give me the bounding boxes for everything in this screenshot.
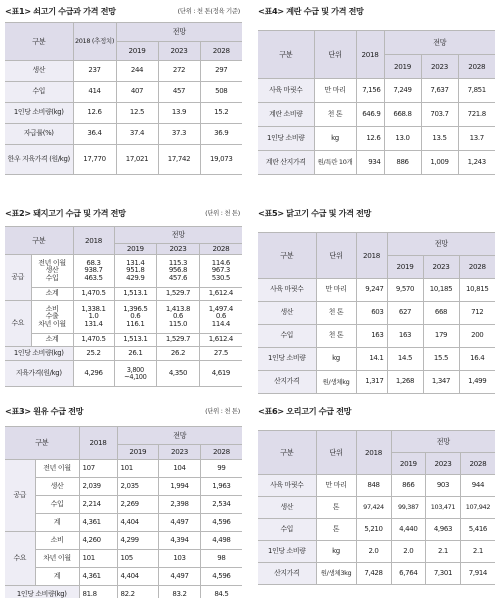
cell: 1,994 bbox=[159, 478, 201, 496]
cell: 297 bbox=[200, 61, 242, 82]
cell: 101 bbox=[79, 550, 117, 568]
cell: 5,416 bbox=[460, 519, 495, 541]
cell: 163 bbox=[387, 325, 423, 348]
table2-panel bbox=[5, 207, 242, 387]
table-row bbox=[5, 478, 242, 496]
row-label: 1인당 소비량(kg) bbox=[5, 586, 79, 598]
header-category: 구분 bbox=[258, 233, 316, 279]
cell: 5,210 bbox=[356, 519, 391, 541]
header-forecast: 전망 bbox=[117, 427, 242, 445]
cell: 103,471 bbox=[426, 497, 461, 519]
table-row bbox=[5, 82, 242, 103]
cell: 1,470.5 bbox=[73, 288, 114, 301]
table1-title: <표1> 쇠고기 수급과 가격 전망 bbox=[5, 6, 116, 16]
cell: 107,942 bbox=[460, 497, 495, 519]
cell: 84.5 bbox=[200, 586, 242, 598]
table-row bbox=[258, 519, 495, 541]
table-row bbox=[258, 348, 495, 371]
cell: 1,470.5 bbox=[73, 334, 114, 347]
cell: 272 bbox=[158, 61, 200, 82]
row-label: 사육 마릿수 bbox=[258, 79, 314, 103]
cell-stack: 131.4 951.8 429.9 bbox=[114, 255, 157, 288]
cell: 101 bbox=[117, 460, 159, 478]
cell: 457 bbox=[158, 82, 200, 103]
cell: 7,249 bbox=[384, 79, 421, 103]
row-label: 수입 bbox=[258, 519, 316, 541]
table5-title: <표5> 닭고기 수급 및 가격 전망 bbox=[258, 208, 372, 218]
cell-stack: 1,497.4 0.6 114.4 bbox=[199, 301, 242, 334]
unit-cell: kg bbox=[314, 127, 356, 151]
cell: 668 bbox=[423, 302, 459, 325]
cell: 4,299 bbox=[117, 532, 159, 550]
unit-cell: 톤 bbox=[316, 519, 356, 541]
cell: 2.1 bbox=[460, 541, 495, 563]
cell: 98 bbox=[200, 550, 242, 568]
row-label: 지육가격(원/kg) bbox=[5, 361, 73, 387]
row-label: 1인당 소비량(kg) bbox=[5, 347, 73, 361]
cell: 866 bbox=[391, 475, 426, 497]
header-year: 2019 bbox=[117, 445, 159, 460]
table6-title: <표6> 오리고기 수급 전망 bbox=[258, 406, 352, 416]
cell: 2.0 bbox=[356, 541, 391, 563]
cell: 9,247 bbox=[356, 279, 387, 302]
cell: 99 bbox=[200, 460, 242, 478]
cell: 82.2 bbox=[117, 586, 159, 598]
table2-unit: (단위 : 천 톤) bbox=[205, 209, 240, 217]
cell: 2.1 bbox=[426, 541, 461, 563]
table-row bbox=[5, 61, 242, 82]
cell: 4,260 bbox=[79, 532, 117, 550]
table-row bbox=[258, 279, 495, 302]
group-label-supply: 공급 bbox=[5, 255, 31, 301]
cell-stack: 1,396.5 0.6 116.1 bbox=[114, 301, 157, 334]
cell: 4,404 bbox=[117, 514, 159, 532]
cell: 1,529.7 bbox=[157, 334, 200, 347]
row-label: 계란 산지가격 bbox=[258, 151, 314, 175]
unit-cell: 원/생체3kg bbox=[316, 563, 356, 585]
cell: 7,637 bbox=[421, 79, 458, 103]
header-year: 2019 bbox=[114, 244, 157, 255]
cell: 26.2 bbox=[157, 347, 200, 361]
cell: 703.7 bbox=[421, 103, 458, 127]
group-label-demand: 수요 bbox=[5, 301, 31, 347]
unit-cell: 천 톤 bbox=[316, 325, 356, 348]
row-label: 소비 bbox=[35, 532, 79, 550]
header-base-year: 2018 bbox=[356, 233, 387, 279]
header-category: 구분 bbox=[258, 431, 316, 475]
subtotal-label: 소계 bbox=[31, 334, 73, 347]
cell: 1,513.1 bbox=[114, 334, 157, 347]
table-row bbox=[5, 496, 242, 514]
unit-cell: 원/특란 10개 bbox=[314, 151, 356, 175]
header-year: 2023 bbox=[159, 445, 201, 460]
table-row bbox=[5, 255, 242, 288]
row-label: 생산 bbox=[5, 61, 73, 82]
cell: 2,534 bbox=[200, 496, 242, 514]
unit-cell: kg bbox=[316, 348, 356, 371]
cell: 9,570 bbox=[387, 279, 423, 302]
cell: 7,428 bbox=[356, 563, 391, 585]
row-label: 차년 이월 bbox=[35, 550, 79, 568]
header-unit: 단위 bbox=[314, 31, 356, 79]
header-year: 2023 bbox=[158, 42, 200, 61]
cell: 4,394 bbox=[159, 532, 201, 550]
row-label: 1인당 소비량 bbox=[258, 127, 314, 151]
cell: 407 bbox=[116, 82, 158, 103]
cell: 646.9 bbox=[356, 103, 384, 127]
table5-panel bbox=[258, 207, 495, 394]
cell: 6,764 bbox=[391, 563, 426, 585]
row-label: 수입 bbox=[258, 325, 316, 348]
cell: 244 bbox=[116, 61, 158, 82]
cell: 2,398 bbox=[159, 496, 201, 514]
table-row bbox=[5, 514, 242, 532]
cell: 668.8 bbox=[384, 103, 421, 127]
cell: 17,770 bbox=[73, 145, 116, 175]
cell: 12.6 bbox=[356, 127, 384, 151]
unit-cell: 원/생체kg bbox=[316, 371, 356, 394]
row-label: 1인당 소비량 bbox=[258, 541, 316, 563]
cell: 1,009 bbox=[421, 151, 458, 175]
cell: 97,424 bbox=[356, 497, 391, 519]
header-category: 구분 bbox=[5, 227, 73, 255]
cell: 10,185 bbox=[423, 279, 459, 302]
cell: 13.7 bbox=[458, 127, 495, 151]
cell: 200 bbox=[459, 325, 495, 348]
table2-title: <표2> 돼지고기 수급 및 가격 전망 bbox=[5, 208, 126, 218]
unit-cell: 톤 bbox=[316, 497, 356, 519]
header-year: 2023 bbox=[423, 256, 459, 279]
cell: 1,317 bbox=[356, 371, 387, 394]
header-category: 구분 bbox=[5, 23, 73, 61]
header-year: 2028 bbox=[459, 256, 495, 279]
cell: 19,073 bbox=[200, 145, 242, 175]
table4-panel bbox=[258, 5, 495, 175]
row-label: 전년 이월 bbox=[35, 460, 79, 478]
header-unit: 단위 bbox=[316, 431, 356, 475]
row-label: 자급률(%) bbox=[5, 124, 73, 145]
cell-stack: 68.3 938.7 463.5 bbox=[73, 255, 114, 288]
cell: 603 bbox=[356, 302, 387, 325]
cell: 1,612.4 bbox=[199, 334, 242, 347]
cell: 1,513.1 bbox=[114, 288, 157, 301]
cell: 7,301 bbox=[426, 563, 461, 585]
table1-unit: (단위 : 천 톤(정육 기준) bbox=[177, 7, 240, 15]
header-year: 2019 bbox=[116, 42, 158, 61]
cell: 1,268 bbox=[387, 371, 423, 394]
cell: 237 bbox=[73, 61, 116, 82]
row-label: 계 bbox=[35, 568, 79, 586]
cell-stack: 115.3 956.8 457.6 bbox=[157, 255, 200, 288]
cell: 2,269 bbox=[117, 496, 159, 514]
cell: 14.1 bbox=[356, 348, 387, 371]
row-label: 계 bbox=[35, 514, 79, 532]
cell: 25.2 bbox=[73, 347, 114, 361]
row-label: 생산 bbox=[258, 302, 316, 325]
cell: 179 bbox=[423, 325, 459, 348]
cell-stack: 114.6 967.3 530.5 bbox=[199, 255, 242, 288]
cell: 99,387 bbox=[391, 497, 426, 519]
unit-cell: 천 톤 bbox=[314, 103, 356, 127]
cell: 1,347 bbox=[423, 371, 459, 394]
cell: 1,243 bbox=[458, 151, 495, 175]
milk-table bbox=[5, 426, 242, 598]
beef-table bbox=[5, 22, 242, 175]
header-unit: 단위 bbox=[316, 233, 356, 279]
cell: 848 bbox=[356, 475, 391, 497]
cell: 4,497 bbox=[159, 514, 201, 532]
table-row bbox=[258, 151, 495, 175]
header-year: 2028 bbox=[199, 244, 242, 255]
row-label: 산지가격 bbox=[258, 371, 316, 394]
row-label: 1인당 소비량 bbox=[258, 348, 316, 371]
cell: 4,619 bbox=[199, 361, 242, 387]
cell: 4,440 bbox=[391, 519, 426, 541]
cell: 886 bbox=[384, 151, 421, 175]
cell: 721.8 bbox=[458, 103, 495, 127]
row-label: 계란 소비량 bbox=[258, 103, 314, 127]
cell: 17,742 bbox=[158, 145, 200, 175]
row-labels: 소비 수출 차년 이월 bbox=[31, 301, 73, 334]
cell: 13.0 bbox=[384, 127, 421, 151]
cell: 163 bbox=[356, 325, 387, 348]
cell: 14.5 bbox=[387, 348, 423, 371]
group-label-demand: 수요 bbox=[5, 532, 35, 586]
cell-stack: 1,338.1 1.0 131.4 bbox=[73, 301, 114, 334]
table-row bbox=[5, 550, 242, 568]
table-row bbox=[5, 586, 242, 598]
table6-panel bbox=[258, 405, 495, 585]
header-forecast: 전망 bbox=[384, 31, 495, 55]
group-label-supply: 공급 bbox=[5, 460, 35, 532]
cell: 17,021 bbox=[116, 145, 158, 175]
row-label: 수입 bbox=[35, 496, 79, 514]
unit-cell: 천 톤 bbox=[316, 302, 356, 325]
table-row bbox=[258, 563, 495, 585]
cell: 3,800 ~4,100 bbox=[114, 361, 157, 387]
header-base-year: 2018 (추정치) bbox=[73, 23, 116, 61]
cell: 7,914 bbox=[460, 563, 495, 585]
cell: 7,156 bbox=[356, 79, 384, 103]
cell: 4,963 bbox=[426, 519, 461, 541]
cell: 16.4 bbox=[459, 348, 495, 371]
row-label: 산지가격 bbox=[258, 563, 316, 585]
cell: 1,963 bbox=[200, 478, 242, 496]
header-forecast: 전망 bbox=[116, 23, 242, 42]
cell: 12.5 bbox=[116, 103, 158, 124]
table-row bbox=[5, 334, 242, 347]
cell: 1,499 bbox=[459, 371, 495, 394]
cell: 27.5 bbox=[199, 347, 242, 361]
cell: 15.5 bbox=[423, 348, 459, 371]
header-year: 2019 bbox=[387, 256, 423, 279]
header-year: 2028 bbox=[200, 42, 242, 61]
table-row bbox=[258, 79, 495, 103]
table-row bbox=[5, 103, 242, 124]
unit-cell: 만 마리 bbox=[314, 79, 356, 103]
table-row bbox=[258, 371, 495, 394]
table-row bbox=[258, 475, 495, 497]
table-row bbox=[5, 301, 242, 334]
cell: 83.2 bbox=[159, 586, 201, 598]
row-label: 사육 마릿수 bbox=[258, 279, 316, 302]
header-year: 2023 bbox=[426, 453, 461, 475]
header-year: 2028 bbox=[458, 55, 495, 79]
cell: 4,350 bbox=[157, 361, 200, 387]
cell: 12.6 bbox=[73, 103, 116, 124]
header-forecast: 전망 bbox=[114, 227, 242, 244]
header-base-year: 2018 bbox=[356, 31, 384, 79]
header-base-year: 2018 bbox=[79, 427, 117, 460]
table3-unit: (단위 : 천 톤) bbox=[205, 407, 240, 415]
header-year: 2028 bbox=[200, 445, 242, 460]
row-labels: 전년 이월 생산 수입 bbox=[31, 255, 73, 288]
header-category: 구분 bbox=[5, 427, 79, 460]
table3-panel bbox=[5, 405, 242, 598]
cell: 2,035 bbox=[117, 478, 159, 496]
cell: 1,612.4 bbox=[199, 288, 242, 301]
cell: 4,296 bbox=[73, 361, 114, 387]
table-row bbox=[5, 532, 242, 550]
table3-title: <표3> 원유 수급 전망 bbox=[5, 406, 84, 416]
table-row bbox=[258, 325, 495, 348]
header-base-year: 2018 bbox=[73, 227, 114, 255]
cell: 4,404 bbox=[117, 568, 159, 586]
cell: 2,039 bbox=[79, 478, 117, 496]
cell: 107 bbox=[79, 460, 117, 478]
cell: 1,529.7 bbox=[157, 288, 200, 301]
cell: 414 bbox=[73, 82, 116, 103]
cell: 4,596 bbox=[200, 568, 242, 586]
cell: 4,498 bbox=[200, 532, 242, 550]
cell: 15.2 bbox=[200, 103, 242, 124]
chicken-table bbox=[258, 232, 495, 394]
table-row bbox=[5, 460, 242, 478]
cell: 508 bbox=[200, 82, 242, 103]
egg-table bbox=[258, 30, 495, 175]
pork-table bbox=[5, 226, 242, 387]
table1-panel bbox=[5, 5, 242, 175]
cell: 81.8 bbox=[79, 586, 117, 598]
cell: 4,361 bbox=[79, 514, 117, 532]
cell: 4,596 bbox=[200, 514, 242, 532]
cell: 26.1 bbox=[114, 347, 157, 361]
cell: 944 bbox=[460, 475, 495, 497]
cell: 104 bbox=[159, 460, 201, 478]
duck-table bbox=[258, 430, 495, 585]
header-year: 2023 bbox=[421, 55, 458, 79]
cell: 37.3 bbox=[158, 124, 200, 145]
table-row bbox=[258, 127, 495, 151]
table-row bbox=[258, 541, 495, 563]
table-row bbox=[5, 288, 242, 301]
header-year: 2019 bbox=[391, 453, 426, 475]
table-row bbox=[5, 124, 242, 145]
cell: 103 bbox=[159, 550, 201, 568]
table-row bbox=[5, 568, 242, 586]
cell: 712 bbox=[459, 302, 495, 325]
table-row bbox=[258, 497, 495, 519]
cell: 2.0 bbox=[391, 541, 426, 563]
row-label: 한우 지육가격 (원/kg) bbox=[5, 145, 73, 175]
cell: 105 bbox=[117, 550, 159, 568]
row-label: 생산 bbox=[258, 497, 316, 519]
cell: 13.9 bbox=[158, 103, 200, 124]
table-row bbox=[5, 347, 242, 361]
cell: 36.4 bbox=[73, 124, 116, 145]
cell: 7,851 bbox=[458, 79, 495, 103]
row-label: 1인당 소비량(kg) bbox=[5, 103, 73, 124]
header-year: 2019 bbox=[384, 55, 421, 79]
cell-stack: 1,413.8 0.6 115.0 bbox=[157, 301, 200, 334]
header-forecast: 전망 bbox=[387, 233, 495, 256]
unit-cell: 만 마리 bbox=[316, 475, 356, 497]
row-label: 생산 bbox=[35, 478, 79, 496]
table4-title: <표4> 계란 수급 및 가격 전망 bbox=[258, 6, 364, 16]
header-base-year: 2018 bbox=[356, 431, 391, 475]
unit-cell: 만 마리 bbox=[316, 279, 356, 302]
table-row bbox=[5, 145, 242, 175]
cell: 37.4 bbox=[116, 124, 158, 145]
cell: 627 bbox=[387, 302, 423, 325]
subtotal-label: 소계 bbox=[31, 288, 73, 301]
cell: 13.5 bbox=[421, 127, 458, 151]
header-year: 2023 bbox=[157, 244, 200, 255]
cell: 36.9 bbox=[200, 124, 242, 145]
header-year: 2028 bbox=[460, 453, 495, 475]
header-category: 구분 bbox=[258, 31, 314, 79]
header-forecast: 전망 bbox=[391, 431, 495, 453]
cell: 903 bbox=[426, 475, 461, 497]
cell: 934 bbox=[356, 151, 384, 175]
row-label: 사육 마릿수 bbox=[258, 475, 316, 497]
cell: 4,497 bbox=[159, 568, 201, 586]
cell: 2,214 bbox=[79, 496, 117, 514]
table-row bbox=[5, 361, 242, 387]
row-label: 수입 bbox=[5, 82, 73, 103]
cell: 10,815 bbox=[459, 279, 495, 302]
cell: 4,361 bbox=[79, 568, 117, 586]
table-row bbox=[258, 302, 495, 325]
table-row bbox=[258, 103, 495, 127]
unit-cell: kg bbox=[316, 541, 356, 563]
